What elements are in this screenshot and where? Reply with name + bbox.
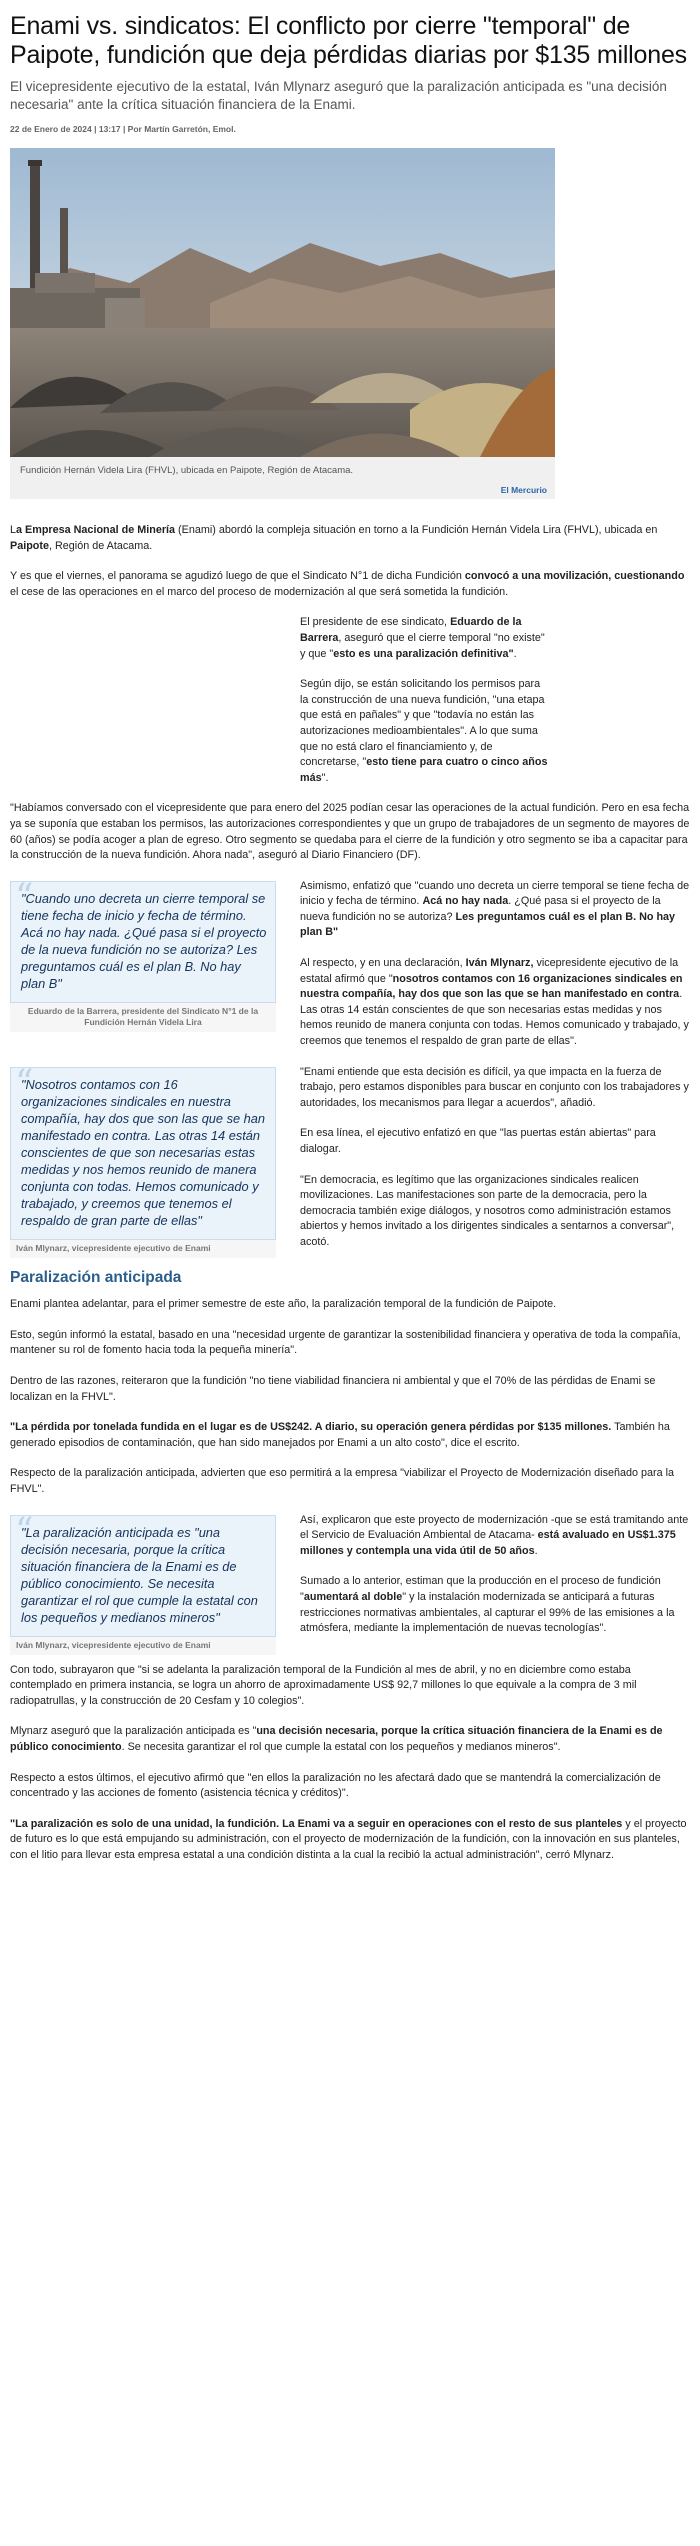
quote-mark-icon: “: [15, 1510, 34, 1552]
paragraph-8: "Enami entiende que esta decisión es difícil, ya que impacta en la fuerza de trabajo, pero estamos disponibles para buscar en conjunto con los trabajadores y autoridades, los mecanismos para llegar a acuerdos", añadió.: [300, 1065, 689, 1109]
paragraph-bold: Paipote: [10, 539, 49, 552]
pull-quote-author: Iván Mlynarz, vicepresidente ejecutivo de Enami: [10, 1637, 276, 1655]
paragraph-bold: aumentará al doble: [303, 1590, 403, 1603]
paragraph-bold: "La pérdida por tonelada fundida en el lugar es de US$242. A diario, su operación genera pérdidas por $135 millones.: [10, 1421, 612, 1434]
pull-quote-3: [10, 1510, 276, 1655]
paragraph-bold: Acá no hay nada: [422, 895, 509, 908]
paragraph-text: Según dijo, se están solicitando los permisos para la construcción de una nueva fundición, "una etapa que está en pañales" y que "todavía no están las autorizaciones medioambientales". A lo que suma que no está claro el financiamiento y, de concretarse, ": [300, 678, 545, 769]
pull-quote-author: Iván Mlynarz, vicepresidente ejecutivo de Enami: [10, 1240, 276, 1258]
paragraph-text: vicepresidente ejecutivo de la estatal afirmó que ": [300, 957, 679, 985]
paragraph-19: [10, 1724, 690, 1755]
paragraph-text: . Se necesita garantizar el rol que cumple la estatal con los pequeños y medianos mineros".: [121, 1740, 561, 1753]
section-subheading: Paralización anticipada: [10, 1268, 182, 1286]
paragraph-bold: Iván Mlynarz,: [465, 957, 534, 970]
paragraph-text: El presidente de ese sindicato,: [300, 616, 451, 629]
paragraph-text: . ¿Qué pasa si el proyecto de la nueva fundición no se autoriza?: [300, 895, 661, 923]
paragraph-text: Sumado a lo anterior, estiman que la producción en el proceso de fundición ": [300, 1575, 661, 1603]
paragraph-18: Con todo, subrayaron que "si se adelanta la paralización temporal de la Fundición al mes de abril, y no en diciembre como estaba contemplado en primera instancia, se logra un ahorro de aproximadamente US$ 92,7 millones lo que equivale a la compra de 3 mil radiopatrullas, y la construcción de 20 Cesfam y 10 colegios".: [10, 1663, 637, 1707]
article-deck: El vicepresidente ejecutivo de la estatal, Iván Mlynarz aseguró que la paralización anticipada es "una decisión necesaria" ante la crítica situación financiera de la Enami.: [10, 79, 667, 112]
quote-mark-icon: “: [15, 876, 34, 918]
article-headline: Enami vs. sindicatos: El conflicto por cierre "temporal" de Paipote, fundición que deja pérdidas diarias por $135 millones: [10, 12, 687, 69]
right-column-block: [300, 615, 550, 786]
pull-quote-text: "Nosotros contamos con 16 organizaciones sindicales en nuestra compañía, hay dos que son las que se han manifestado en contra. Las otras 14 están conscientes de que son necesarias estas medidas y nos hemos reunido de manera conjunta con todas. Hemos comunicado y trabajado, y creemos que tenemos el respaldo de gran parte de ellas": [21, 1076, 266, 1228]
article-meta: 22 de Enero de 2024 | 13:17 | Por Martín Garretón, Emol.: [10, 124, 236, 134]
paragraph-14: [10, 1420, 690, 1451]
paragraph-text: L: [10, 524, 17, 536]
paragraph-text: , aseguró que el cierre temporal "no existe" y que ": [300, 631, 545, 660]
paragraph-12: Esto, según informó la estatal, basado en una "necesidad urgente de garantizar la sostenibilidad financiera y operativa de toda la compañía, mantener su rol de fomento hacia toda la pequeña minería".: [10, 1328, 681, 1357]
paragraph-text: . Las otras 14 están conscientes de que son necesarias estas medidas y nos hemos reunido de manera conjunta con todas. Hemos comunicado y trabajado, y creemos que tenemos el respaldo de gran parte de ellas".: [300, 988, 689, 1048]
smelter-photo-illustration: [10, 148, 555, 457]
photo-credit: El Mercurio: [500, 485, 547, 495]
photo-caption-bar: [10, 457, 555, 499]
paragraph-11: Enami plantea adelantar, para el primer semestre de este año, la paralización temporal de la fundición de Paipote.: [10, 1298, 557, 1311]
pull-quote-box: [10, 1062, 276, 1240]
paragraph-bold: nosotros contamos con 16 organizaciones sindicales en nuestra compañía, hay dos que son las que se han manifestado en contra: [300, 972, 683, 1001]
paragraph-2: [10, 569, 690, 600]
paragraph-text: " y la instalación modernizada se anticipará a futuras restricciones normativas ambientales, al capturar el 99% de las emisiones a la atmósfera, mediante la implementación de nuevas tecnologías".: [300, 1590, 675, 1635]
paragraph-text: Mlynarz aseguró que la paralización anticipada es ": [10, 1725, 257, 1738]
paragraph-21: [10, 1817, 690, 1864]
paragraph-bold: Les preguntamos cuál es el plan B. No hay plan B": [300, 910, 676, 939]
paragraph-bold: esto es una paralización definitiva": [333, 647, 514, 660]
paragraph-5: "Habíamos conversado con el vicepresidente que para enero del 2025 podían cesar las operaciones de la actual fundición. Pero en esa fecha ya se suponía que estaban los permisos, las autorizaciones correspondientes y que un grupo de trabajadores de un segmento de mayores de 60 (años) se podía acoger a plan de egreso. Otro segmento se quedaba para el cierre de la fundición y otro segmento se iba a capacitar para la construcción de la nueva fundición. Ahora nada", aseguró al Diario Financiero (DF).: [10, 802, 690, 862]
paragraph-bold: una decisión necesaria, porque la crítica situación financiera de la Enami es de público conocimiento: [10, 1725, 663, 1753]
paragraph-bold: convocó a una movilización, cuestionando: [464, 570, 685, 583]
paragraph-bold: Eduardo de la Barrera: [300, 616, 522, 644]
pull-quote-author: Eduardo de la Barrera, presidente del Sindicato N°1 de la Fundición Hernán Videla Lira: [10, 1003, 276, 1032]
pull-quote-text: "Cuando uno decreta un cierre temporal se tiene fecha de inicio y fecha de término. Acá no hay nada. ¿Qué pasa si el proyecto de la nueva fundición no se autoriza? Les preguntamos cuál es el plan B. No hay plan B": [21, 890, 267, 991]
pull-quote-text: "La paralización anticipada es "una decisión necesaria, porque la crítica situación financiera de la Enami es de público conocimiento. Se necesita garantizar el rol que cumple la estatal con los pequeños y medianos mineros": [21, 1524, 258, 1625]
paragraph-bold: esto tiene para cuatro o cinco años más: [300, 756, 548, 784]
pull-quote-box: [10, 1510, 276, 1637]
paragraph-text: el cese de las operaciones en el marco del proceso de modernización al que será sometida la fundición.: [10, 585, 509, 598]
article-photo-figure: [10, 148, 555, 499]
paragraph-1: [10, 523, 690, 554]
smelter-photo: [10, 148, 555, 457]
paragraph-text: ".: [321, 771, 329, 784]
paragraph-text: .: [534, 1544, 538, 1557]
paragraph-text: y el proyecto de futuro es lo que está empujando su administración, con el proyecto de modernización de la fundición, con la innovación en sus planteles, con el litio para llevar esta empresa estatal a una condición distinta a la cual la recibió la actual administración", cerró Mlynarz.: [10, 1817, 687, 1861]
paragraph-10: "En democracia, es legítimo que las organizaciones sindicales realicen movilizaciones. Las manifestaciones son parte de la democracia, pero la democracia también exige diálogos, y nosotros como administración estamos abiertos y hemos invitado a los dirigentes sindicales a sentarnos a conversar", acotó.: [300, 1173, 675, 1248]
pull-quote-1: [10, 876, 276, 1032]
pull-quote-box: [10, 876, 276, 1003]
paragraph-text: Así, explicaron que este proyecto de modernización -que se está tramitando ante el Servicio de Evaluación Ambiental de Atacama-: [300, 1513, 689, 1542]
paragraph-text: Al respecto, y en una declaración,: [300, 957, 466, 970]
paragraph-bold: está avaluado en US$1.375 millones y contempla una vida útil de 50 años: [300, 1529, 676, 1557]
paragraph-text: .: [513, 647, 517, 660]
paragraph-bold: a Empresa Nacional de Minería: [16, 524, 176, 536]
paragraph-text: (Enami) abordó la compleja situación en torno a la Fundición Hernán Videla Lira (FHVL), ubicada en: [175, 524, 658, 536]
paragraph-3: [300, 615, 550, 662]
article-body: [10, 523, 690, 1864]
paragraph-15: Respecto de la paralización anticipada, advierten que eso permitirá a la empresa "viabilizar el Proyecto de Modernización diseñado para la FHVL".: [10, 1467, 675, 1495]
paragraph-13: Dentro de las razones, reiteraron que la fundición "no tiene viabilidad financiera ni ambiental y que el 70% de las pérdidas de Enami se localizan en la FHVL".: [10, 1375, 656, 1403]
paragraph-bold: "La paralización es solo de una unidad, la fundición. La Enami va a seguir en operaciones con el resto de sus planteles: [10, 1817, 623, 1830]
quote-mark-icon: “: [15, 1062, 34, 1104]
paragraph-text: Y es que el viernes, el panorama se agudizó luego de que el Sindicato N°1 de dicha Fundición: [10, 570, 465, 583]
paragraph-text: Asimismo, enfatizó que "cuando uno decreta un cierre temporal se tiene fecha de inicio y fecha de término.: [300, 879, 690, 908]
paragraph-9: En esa línea, el ejecutivo enfatizó en que "las puertas están abiertas" para dialogar.: [300, 1127, 656, 1155]
paragraph-text: , Región de Atacama.: [49, 539, 153, 552]
paragraph-text: También ha generado episodios de contaminación, que han sido manejados por Enami a un alto costo", dice el escrito.: [10, 1421, 670, 1449]
paragraph-20: Respecto a estos últimos, el ejecutivo afirmó que "en ellos la paralización no les afectará dado que se mantendrá la comercialización de concentrado y las acciones de fomento (asistencia técnica y créditos)".: [10, 1771, 661, 1800]
paragraph-4: [300, 677, 550, 786]
photo-caption: Fundición Hernán Videla Lira (FHVL), ubicada en Paipote, Región de Atacama.: [20, 465, 354, 476]
pull-quote-2: [10, 1062, 276, 1258]
